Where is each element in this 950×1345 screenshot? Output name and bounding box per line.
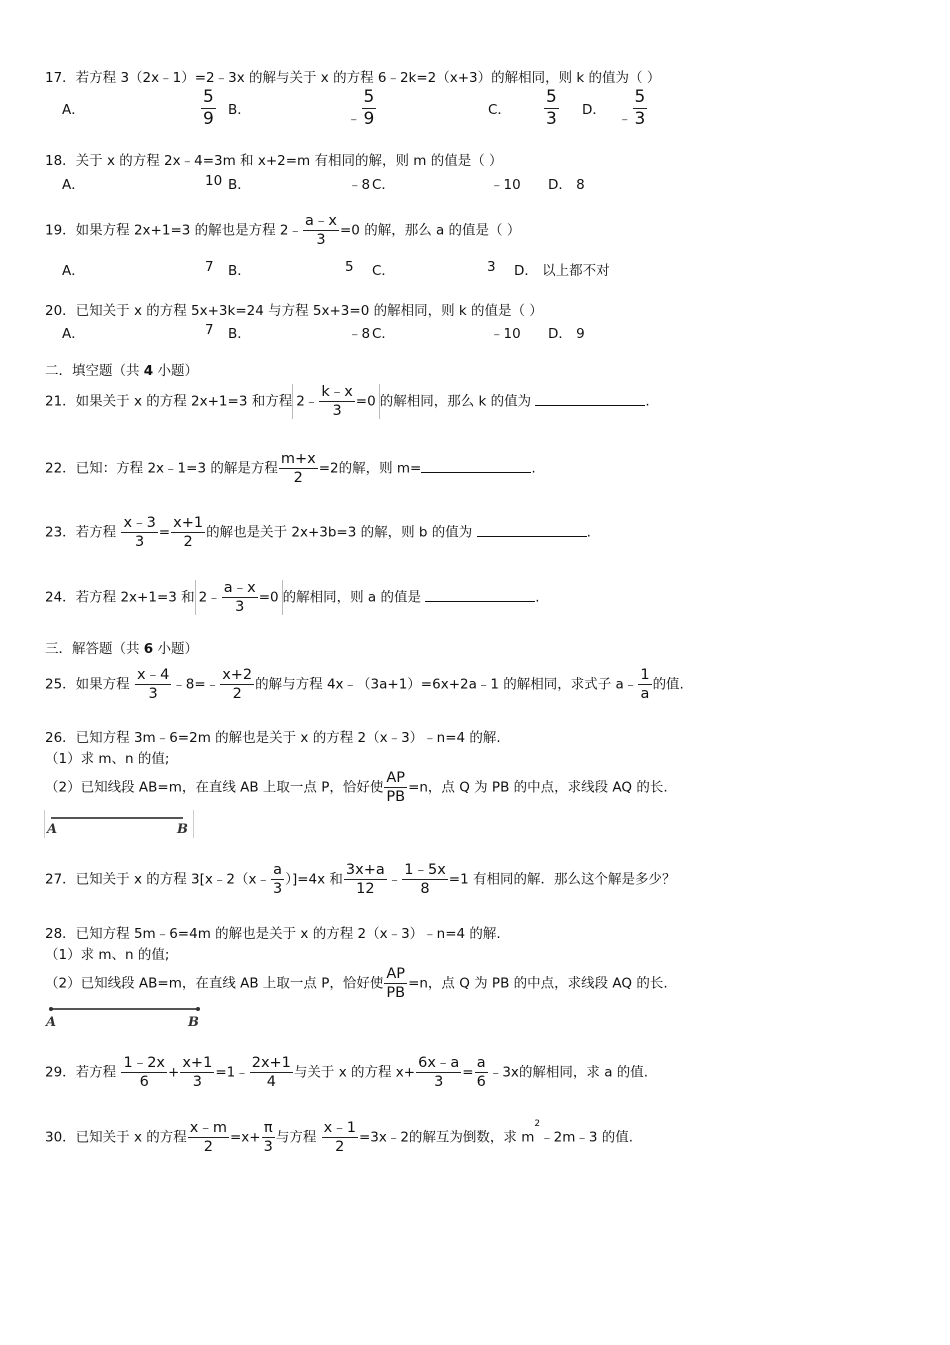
fraction: $\frac{a﹣x}{3}$ xyxy=(305,213,337,248)
q17-option-b-value: ﹣ $\frac{5}{9}$ xyxy=(347,87,375,129)
q18-stem: 18．关于 x 的方程 2x﹣4=3m 和 x+2=m 有相同的解，则 m 的值是（ ） xyxy=(45,153,503,169)
q20-option-c: C． xyxy=(372,326,395,342)
q26-line2: （1）求 m、n 的值; xyxy=(45,751,170,767)
q20-option-a-value: 7 xyxy=(205,322,214,338)
q17-option-c-value: $\frac{5}{3}$ xyxy=(546,87,557,129)
q20-option-c-value: ﹣10 xyxy=(490,326,521,342)
q28-segment-figure xyxy=(44,1002,204,1032)
q23-stem: 23．若方程 $\frac{x﹣3}{3}$ = $\frac{x+1}{2}$ 的解也是关于 2x+3b=3 的解，则 b 的值为 . xyxy=(45,515,591,550)
q26-segment-figure xyxy=(44,810,194,838)
q20-option-d: D． 9 xyxy=(548,326,585,342)
point-a-label: A xyxy=(46,1015,57,1030)
q17-option-b: B． xyxy=(228,102,251,118)
point-a xyxy=(49,1007,53,1011)
q19-option-b: B． xyxy=(228,263,251,279)
answer-blank xyxy=(421,460,531,473)
q30-stem: 30．已知关于 x 的方程 $\frac{x﹣m}{2}$ =x+ $\frac{\pi}{3}$ 与方程 $\frac{x﹣1}{2}$ =3x﹣2的解互为倒数，求 $m^2﹣2m﹣3$ 的值. xyxy=(45,1119,634,1155)
q18-option-c-value: ﹣10 xyxy=(490,177,521,193)
point-a-label: A xyxy=(47,822,58,837)
q20-stem: 20．已知关于 x 的方程 5x+3k=24 与方程 5x+3=0 的解相同，则 k 的值是（ ） xyxy=(45,303,543,319)
q19-option-c: C． xyxy=(372,263,395,279)
q17-option-d: D． xyxy=(582,102,606,118)
q19-option-b-value: 5 xyxy=(345,259,354,275)
q17-stem: 17．若方程 3（2x﹣1）=2﹣3x 的解与关于 x 的方程 6﹣2k=2（x+3）的解相同，则 k 的值为（ ） xyxy=(45,70,661,86)
q27-stem: 27．已知关于 x 的方程 3[x﹣2（x﹣ $\frac{a}{3}$ ）]=4x 和 $\frac{3x+a}{12}$ ﹣ $\frac{1﹣5x}{8}$ =1 有相同的解．那么这个解是多少？ xyxy=(45,862,676,897)
q29-stem: 29．若方程 $\frac{1﹣2x}{6}$ + $\frac{x+1}{3}$ =1﹣ $\frac{2x+1}{4}$ 与关于 x 的方程 x+ $\frac{6x﹣a}{3}$ = $\frac{a}{6}$ ﹣3x的解相同，求 a 的值. xyxy=(45,1055,649,1090)
segment-line xyxy=(51,817,183,819)
q18-option-b-value: ﹣8 xyxy=(348,177,371,193)
q17-option-c: C． xyxy=(488,102,511,118)
equation-image: 2﹣ $\frac{k﹣x}{3}$ =0 xyxy=(292,384,379,419)
q17-option-d-value: ﹣ $\frac{5}{3}$ xyxy=(618,87,646,129)
q18-option-a-value: 10 xyxy=(205,173,223,189)
q28-line3: （2）已知线段 AB=m，在直线 AB 上取一点 P，恰好使 $\frac{AP}{PB}$ =n，点 Q 为 PB 的中点，求线段 AQ 的长. xyxy=(45,966,668,1001)
answer-blank xyxy=(535,393,645,406)
q17-option-a-value: $\frac{5}{9}$ xyxy=(203,87,214,129)
q25-stem: 25．如果方程 $\frac{x﹣4}{3}$ ﹣8=﹣ $\frac{x+2}{2}$ 的解与方程 4x﹣（3a+1）=6x+2a﹣1 的解相同，求式子 a﹣ $\frac{1}{a}$ 的值. xyxy=(45,667,684,702)
equation-image: 2﹣ $\frac{a﹣x}{3}$ =0 xyxy=(195,580,283,615)
q21-stem: 21．如果关于 x 的方程 2x+1=3 和方程 2﹣ $\frac{k﹣x}{3}$ =0 的解相同，那么 k 的值为 . xyxy=(45,384,650,419)
q22-stem: 22．已知：方程 2x﹣1=3 的解是方程 $\frac{m+x}{2}$ =2的解，则 m= . xyxy=(45,451,536,486)
section-heading-solve: 三．解答题（共 6 小题） xyxy=(45,641,198,657)
q20-option-b: B． xyxy=(228,326,251,342)
q17-option-a: A． xyxy=(62,102,85,118)
q28-line1: 28．已知方程 5m﹣6=4m 的解也是关于 x 的方程 2（x﹣3）﹣n=4 的解. xyxy=(45,926,501,942)
section-heading-fill-in: 二．填空题（共 4 小题） xyxy=(45,363,198,379)
q24-stem: 24．若方程 2x+1=3 和 2﹣ $\frac{a﹣x}{3}$ =0 的解相同，则 a 的值是 . xyxy=(45,580,540,615)
segment-line xyxy=(50,1008,198,1010)
q19-stem: 19．如果方程 2x+1=3 的解也是方程 2﹣ $\frac{a﹣x}{3}$ =0 的解，那么 a 的值是（ ） xyxy=(45,213,521,248)
q18-option-a: A． xyxy=(62,177,85,193)
q26-line3: （2）已知线段 AB=m，在直线 AB 上取一点 P，恰好使 $\frac{AP}{PB}$ =n，点 Q 为 PB 的中点，求线段 AQ 的长. xyxy=(45,770,668,805)
point-b-label: B xyxy=(177,822,188,837)
q20-option-a: A． xyxy=(62,326,85,342)
q18-option-b: B． xyxy=(228,177,251,193)
point-b-label: B xyxy=(188,1015,199,1030)
q20-option-b-value: ﹣8 xyxy=(348,326,371,342)
q28-line2: （1）求 m、n 的值; xyxy=(45,947,170,963)
answer-blank xyxy=(477,524,587,537)
answer-blank xyxy=(425,589,535,602)
point-b xyxy=(196,1007,200,1011)
q18-option-d: D． 8 xyxy=(548,177,585,193)
q19-option-d: D． 以上都不对 xyxy=(514,263,610,279)
q18-option-c: C． xyxy=(372,177,395,193)
q19-option-a: A． xyxy=(62,263,85,279)
q19-option-c-value: 3 xyxy=(487,259,496,275)
q19-option-a-value: 7 xyxy=(205,259,214,275)
q26-line1: 26．已知方程 3m﹣6=2m 的解也是关于 x 的方程 2（x﹣3）﹣n=4 的解. xyxy=(45,730,501,746)
